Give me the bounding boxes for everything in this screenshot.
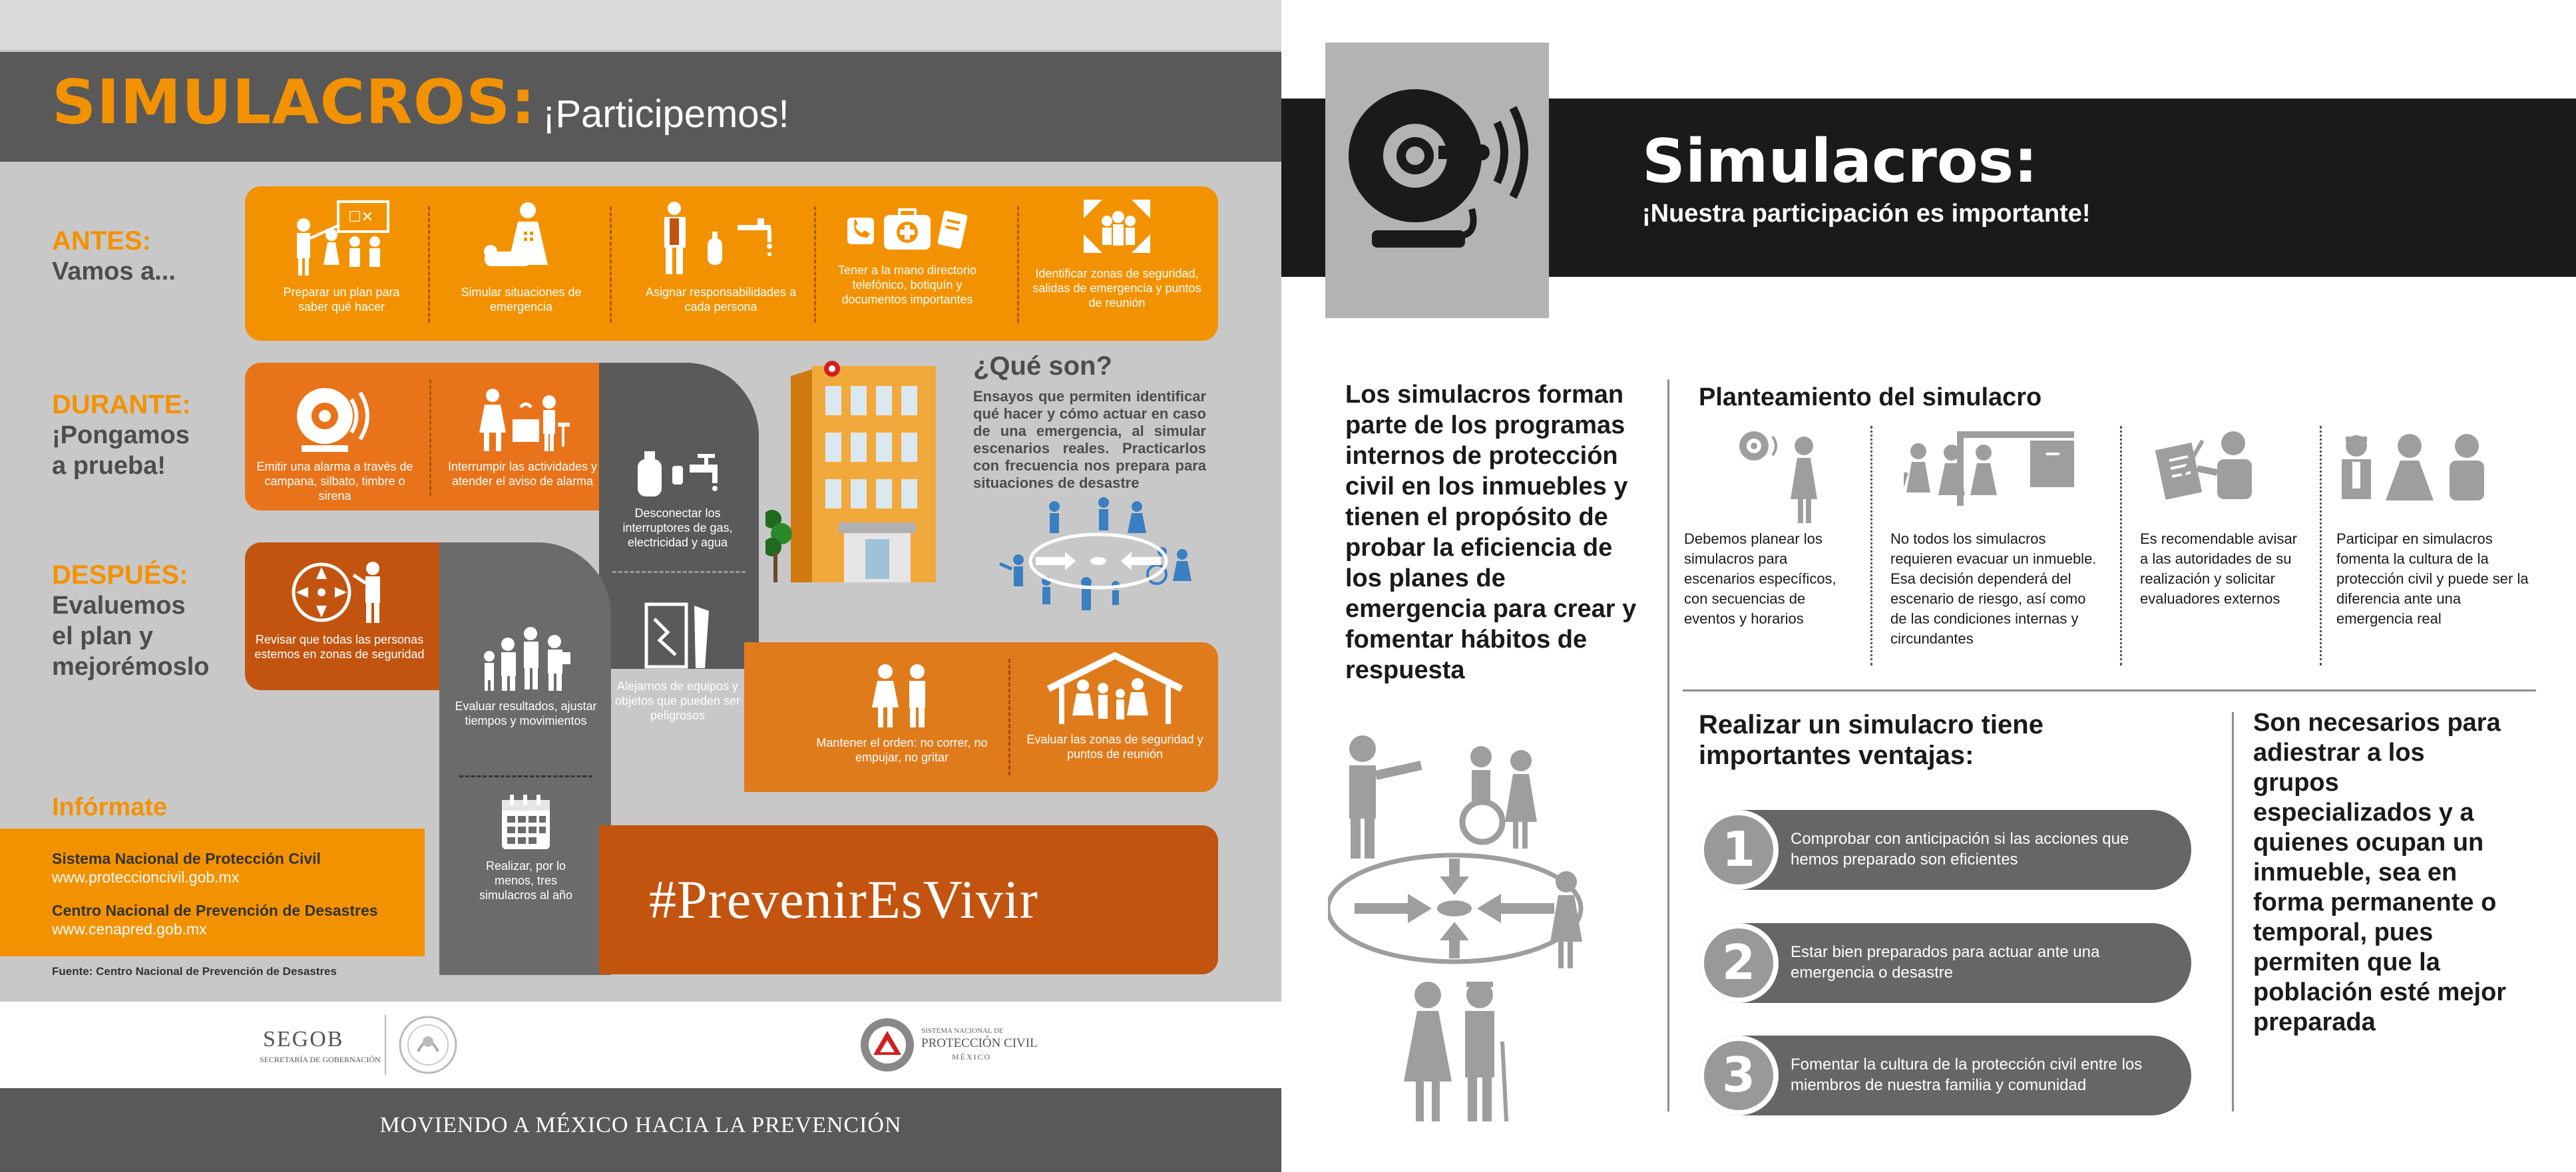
antes-item-label: Preparar un plan para saber qué hacer: [283, 286, 400, 313]
source-note: Fuente: Centro Nacional de Prevención de Desastres: [52, 965, 337, 978]
durante-item-label: Desconectar los interruptores de gas, electricidad y agua: [622, 506, 733, 549]
ventaja-number: 1: [1699, 810, 1779, 890]
antes-item-label: Simular situaciones de emergencia: [461, 286, 582, 313]
divider: [429, 379, 431, 496]
despues-item-label: Realizar, por lo menos, tres simulacros al año: [479, 859, 573, 902]
antes-item: [272, 198, 411, 314]
durante-item: [805, 662, 998, 765]
despues-label: [52, 560, 210, 682]
order-icon: [865, 662, 939, 729]
despues-item: [453, 626, 599, 728]
interrupt-icon: [473, 386, 572, 453]
despues-sub: el plan y: [52, 622, 154, 650]
fragile-icon: [641, 599, 714, 672]
antes-item: [458, 198, 584, 314]
durante-item-label: Alejarnos de equipos y objetos que pueden ser peligrosos: [614, 680, 741, 722]
alarm-bell-icon: [1345, 83, 1538, 262]
divider: [610, 206, 612, 323]
left-panel: [0, 0, 1281, 1172]
info-link[interactable]: www.proteccioncivil.gob.mx: [52, 869, 240, 886]
plan-text: Debemos planear los simulacros para escenarios específicos, con secuencias de eventos y horarios: [1684, 530, 1836, 627]
lead-paragraph: Los simulacros forman parte de los programas internos de protección civil en los inmuebles y tienen el propósito de probar la eficiencia de los planes de emergencia para crear y fomentar hábitos de respuesta: [1345, 381, 1637, 684]
ventaja-text: Estar bien preparados para actuar ante una emergencia o desastre: [1791, 943, 2100, 982]
gas-water-icon: [631, 446, 724, 499]
antes-item-label: Tener a la mano directorio telefónico, botiquín y documentos importantes: [837, 264, 977, 306]
antes-band: [245, 186, 1218, 341]
antes-item: [831, 203, 984, 307]
informate-title: Infórmate: [52, 793, 168, 821]
durante-sub: ¡Pongamos: [52, 421, 190, 449]
bell-box: [1325, 43, 1549, 318]
first-aid-icon: [481, 198, 561, 278]
que-son-text: Ensayos que permiten identificar qué hacer y cómo actuar en caso de una emergencia, al simular escenarios reales. Practicarlos con frecuencia nos prepara para situaciones de desastre: [973, 388, 1206, 491]
divider: [2320, 426, 2322, 666]
ventajas-title-line: importantes ventajas:: [1699, 741, 1974, 770]
check-zones-icon: [290, 559, 389, 626]
right-panel: [1281, 0, 2576, 1172]
family-planning-icon: [292, 198, 391, 278]
ventaja-item: [1699, 1036, 2191, 1115]
proteccion-civil-logo: [859, 1016, 916, 1074]
ventaja-number: 3: [1699, 1036, 1779, 1115]
meeting-point-icon: [1077, 193, 1157, 260]
durante-item: [611, 446, 744, 550]
alarm-person-icon: [1734, 426, 1827, 526]
right-title: Simulacros:: [1642, 126, 2038, 196]
evaluate-icon: [476, 626, 576, 692]
pc-line: PROTECCIÓN CIVIL: [921, 1036, 1038, 1050]
pc-line: SISTEMA NACIONAL DE: [921, 1027, 1004, 1035]
divider: [612, 571, 746, 573]
footer-slogan: MOVIENDO A MÉXICO HACIA LA PREVENCIÓN: [379, 1113, 902, 1137]
notify-authority-icon: [2153, 426, 2260, 512]
plan-title: Planteamiento del simulacro: [1699, 383, 2042, 411]
ribbon: [439, 542, 611, 975]
ventajas-title-line: Realizar un simulacro tiene: [1699, 710, 2043, 739]
column-divider: [2232, 712, 2234, 1111]
evacuation-icon: [1904, 426, 2077, 506]
divider: [385, 1015, 386, 1075]
right-subtitle: ¡Nuestra participación es importante!: [1642, 200, 2091, 228]
durante-item: [436, 386, 609, 488]
divider: [428, 206, 430, 323]
antes-item: [638, 198, 804, 314]
calendar-icon: [499, 792, 552, 852]
antes-label: [52, 226, 176, 287]
section-divider: [1683, 689, 2536, 691]
divider: [2120, 426, 2122, 666]
alarm-icon: [288, 383, 381, 453]
durante-item-label: Emitir una alarma a través de campana, silbato, timbre o sirena: [256, 460, 413, 502]
divider: [459, 775, 592, 777]
despues-item-label: Evaluar resultados, ajustar tiempos y movimientos: [455, 699, 597, 727]
seal-icon: [398, 1015, 458, 1075]
antes-sub: Vamos a...: [52, 258, 176, 286]
divider: [1870, 426, 1872, 666]
antes-item: [1030, 193, 1203, 310]
people-evacuation-illustration: [1328, 729, 1621, 1128]
divider: [814, 206, 816, 323]
top-band: [0, 0, 1281, 50]
despues-item: [466, 792, 586, 902]
despues-title: DESPUÉS:: [52, 560, 188, 590]
durante-title: DURANTE:: [52, 390, 191, 419]
durante-item: [611, 599, 744, 723]
antes-item-label: Identificar zonas de seguridad, salidas de emergencia y puntos de reunión: [1032, 267, 1201, 309]
durante-item-label: Mantener el orden: no correr, no empujar, no gritar: [816, 736, 988, 764]
durante-item-label: Interrumpir las actividades y atender el aviso de alarma: [447, 460, 598, 488]
divider: [1017, 206, 1019, 323]
logo-bar: [0, 1002, 1281, 1088]
tasks-icon: [658, 198, 784, 278]
despues-item-label: Revisar que todas las personas estemos en zonas de seguridad: [254, 633, 425, 661]
despues-item: [253, 559, 426, 662]
durante-item: [252, 383, 418, 503]
info-link[interactable]: www.cenapred.gob.mx: [52, 920, 207, 938]
plan-text: Participar en simulacros fomenta la cultura de la protección civil y puede ser la diferencia ante una emergencia real: [2336, 530, 2529, 627]
info-org: Centro Nacional de Prevención de Desastres: [52, 902, 378, 919]
antes-item-label: Asignar responsabilidades a cada persona: [645, 286, 797, 313]
plan-text: Es recomendable avisar a las autoridades de su realización y solicitar evaluadores externos: [2140, 530, 2298, 607]
plan-text: No todos los simulacros requieren evacuar un inmueble. Esa decisión dependerá del escenario de riesgo, así como de las condiciones internas y circundantes: [1890, 530, 2097, 647]
durante-label: [52, 390, 191, 481]
page-title: SIMULACROS:: [52, 67, 537, 138]
page-subtitle: ¡Participemos!: [542, 93, 789, 136]
hashtag: #PrevenirEsVivir: [649, 869, 1038, 930]
kit-icon: [844, 203, 970, 256]
divider: [1008, 659, 1010, 775]
antes-title: ANTES:: [52, 226, 151, 256]
community-icon: [2336, 426, 2496, 506]
segob-logo: SEGOB: [263, 1027, 344, 1052]
despues-sub: mejorémoslo: [52, 653, 210, 681]
evacuation-illustration: [998, 496, 1198, 616]
side-paragraph: Son necesarios para adiestrar a los grupos especializados y a quienes ocupan un inmueble, sea en forma permanente o temporal, pues permiten que la población esté mejor preparada: [2253, 709, 2507, 1036]
ventaja-item: [1699, 923, 2191, 1003]
durante-item: [1018, 652, 1211, 761]
segob-sub: SECRETARÍA DE GOBERNACIÓN: [260, 1055, 381, 1064]
durante-sub: a prueba!: [52, 452, 166, 480]
ventaja-text: Fomentar la cultura de la protección civil entre los miembros de nuestra familia y comunidad: [1791, 1056, 2143, 1094]
svg-text:☐✕: ☐✕: [348, 209, 374, 226]
ventaja-number: 2: [1699, 923, 1779, 1003]
ventajas-title: [1699, 709, 2043, 771]
durante-item-label: Evaluar las zonas de seguridad y puntos de reunión: [1026, 733, 1203, 761]
despues-sub: Evaluemos: [52, 592, 186, 620]
ventaja-text: Comprobar con anticipación si las acciones que hemos preparado son eficientes: [1791, 830, 2129, 869]
safe-zone-icon: [1042, 652, 1188, 725]
info-org: Sistema Nacional de Protección Civil: [52, 850, 321, 867]
que-son-title: ¿Qué son?: [973, 351, 1112, 381]
ventaja-item: [1699, 810, 2191, 890]
column-divider: [1667, 379, 1669, 1111]
pc-line: MÉXICO: [952, 1052, 992, 1062]
building-illustration: [765, 359, 965, 586]
